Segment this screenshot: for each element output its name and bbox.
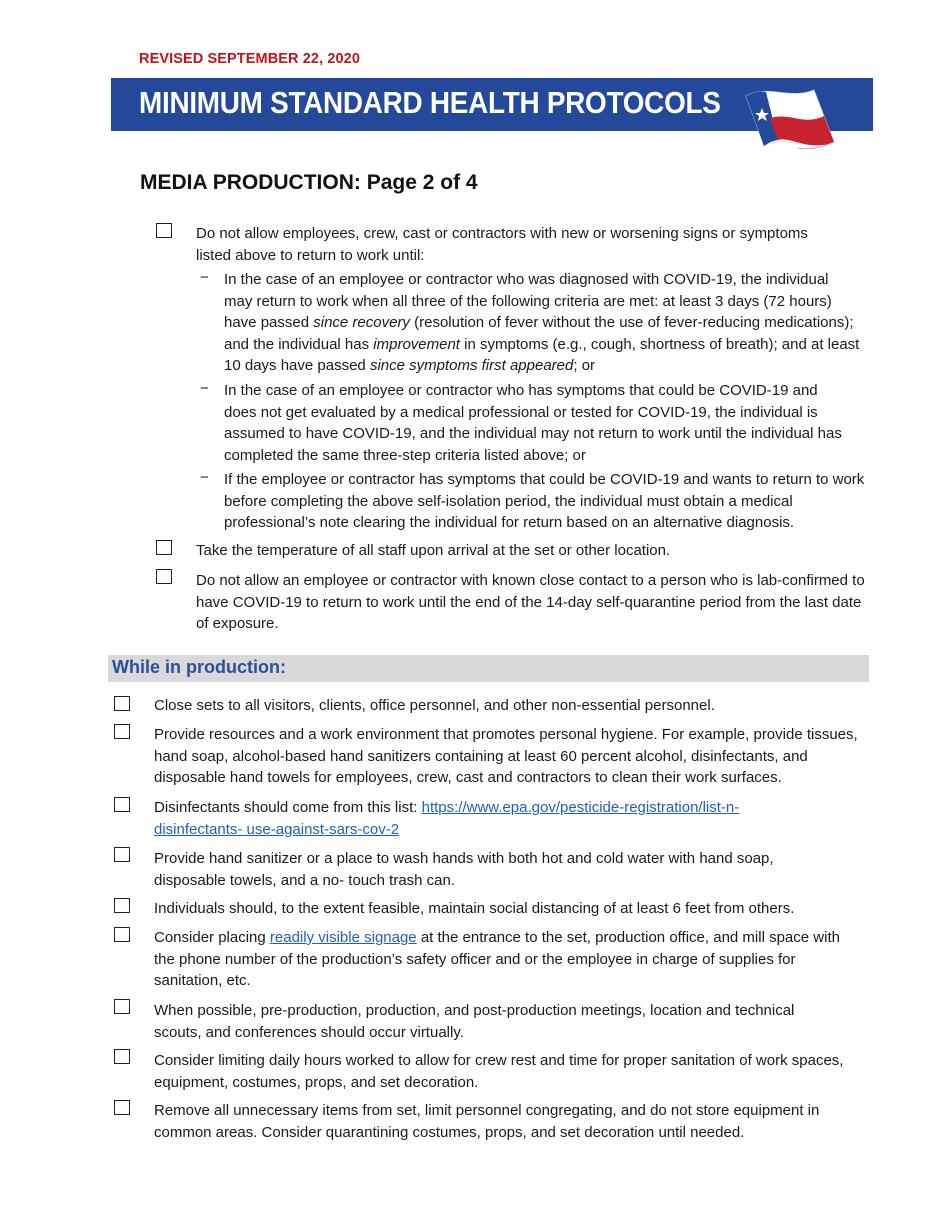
checkbox-hygiene[interactable]	[114, 724, 130, 739]
item-close-contact: Do not allow an employee or contractor with known close contact to a person who is lab-confirmed to have COVID-19 to return to work until the end of the 14-day self-quarantine period from the last date of exposure.	[196, 572, 865, 632]
revised-date: REVISED SEPTEMBER 22, 2020	[139, 51, 360, 67]
dash-bullet: −	[200, 469, 209, 486]
item-virtual-meetings: When possible, pre-production, production, and post-production meetings, location and technical scouts, and conferences should occur virtually.	[154, 1002, 795, 1041]
item-limit-hours: Consider limiting daily hours worked to allow for crew rest and time for proper sanitation of work spaces, equipment, costumes, props, and set decoration.	[154, 1052, 844, 1091]
checkbox-virtual-meetings[interactable]	[114, 999, 130, 1014]
checkbox-remove-items[interactable]	[114, 1100, 130, 1115]
dash-bullet: −	[200, 269, 209, 286]
item-temperature: Take the temperature of all staff upon arrival at the set or other location.	[196, 542, 671, 559]
epa-list-link[interactable]: https://www.epa.gov/pesticide-registration/list-n-disinfectants- use-against-sars-cov-2	[154, 799, 740, 838]
checkbox-hand-sanitizer[interactable]	[114, 847, 130, 862]
section-header	[108, 655, 869, 682]
criteria-medical-note: If the employee or contractor has symptoms that could be COVID-19 and wants to return to work before completing the above self-isolation period, the individual must obtain a medical professional’s note clearing the individual for return based on an alternative diagnosis.	[224, 471, 865, 531]
checkbox-signage[interactable]	[114, 927, 130, 942]
item-hand-sanitizer: Provide hand sanitizer or a place to wash hands with both hot and cold water with hand soap, disposable towels, and a no- touch trash can.	[154, 850, 774, 889]
item-disinfectants: Disinfectants should come from this list: https://www.epa.gov/pesticide-registration/list-n-disinfectants- use-against-sars-cov-2	[154, 799, 740, 838]
item-social-distancing: Individuals should, to the extent feasible, maintain social distancing of at least 6 feet from others.	[154, 900, 795, 917]
item-hygiene: Provide resources and a work environment that promotes personal hygiene. For example, provide tissues, hand soap, alcohol-based hand sanitizers containing at least 60 percent alcohol, disinfectants, and disposable hand towels for employees, crew, cast and contractors to clean their work surfaces.	[154, 726, 858, 786]
dash-bullet: −	[200, 380, 209, 397]
checkbox-social-distancing[interactable]	[114, 898, 130, 913]
checkbox-close-sets[interactable]	[114, 696, 130, 711]
signage-link[interactable]: readily visible signage	[269, 929, 417, 946]
checkbox-return-to-work[interactable]	[156, 223, 172, 238]
checkbox-close-contact[interactable]	[156, 569, 172, 584]
section-title: While in production:	[112, 657, 286, 677]
texas-flag-icon	[738, 82, 838, 154]
item-signage: Consider placing readily visible signage at the entrance to the set, production office, and mill space with the phone number of the production’s safety officer and or the employee in charge of supplies for sanitation, etc.	[154, 929, 840, 989]
criteria-diagnosed: In the case of an employee or contractor who was diagnosed with COVID-19, the individual may return to work when all three of the following criteria are met: at least 3 days (72 hours) have passed since recovery (resolution of fever without the use of fever-reducing medications); and the individual has improvement in symptoms (e.g., cough, shortness of breath); and at least 10 days have passed since symptoms first appeared; or	[224, 271, 860, 374]
item-return-to-work: Do not allow employees, crew, cast or contractors with new or worsening signs or symptoms listed above to return to work until:	[196, 225, 808, 264]
banner-title: MINIMUM STANDARD HEALTH PROTOCOLS	[139, 85, 721, 120]
checkbox-temperature[interactable]	[156, 540, 172, 555]
item-close-sets: Close sets to all visitors, clients, office personnel, and other non-essential personnel.	[154, 697, 715, 714]
checkbox-disinfectants[interactable]	[114, 797, 130, 812]
criteria-not-evaluated: In the case of an employee or contractor who has symptoms that could be COVID-19 and does not get evaluated by a medical professional or tested for COVID-19, the individual is assumed to have COVID-19, and the individual may not return to work until the individual has completed the same three-step criteria listed above; or	[224, 382, 842, 464]
checkbox-limit-hours[interactable]	[114, 1049, 130, 1064]
page-title: MEDIA PRODUCTION: Page 2 of 4	[140, 171, 478, 194]
item-remove-items: Remove all unnecessary items from set, limit personnel congregating, and do not store equipment in common areas. Consider quarantining costumes, props, and set decoration until needed.	[154, 1102, 820, 1141]
